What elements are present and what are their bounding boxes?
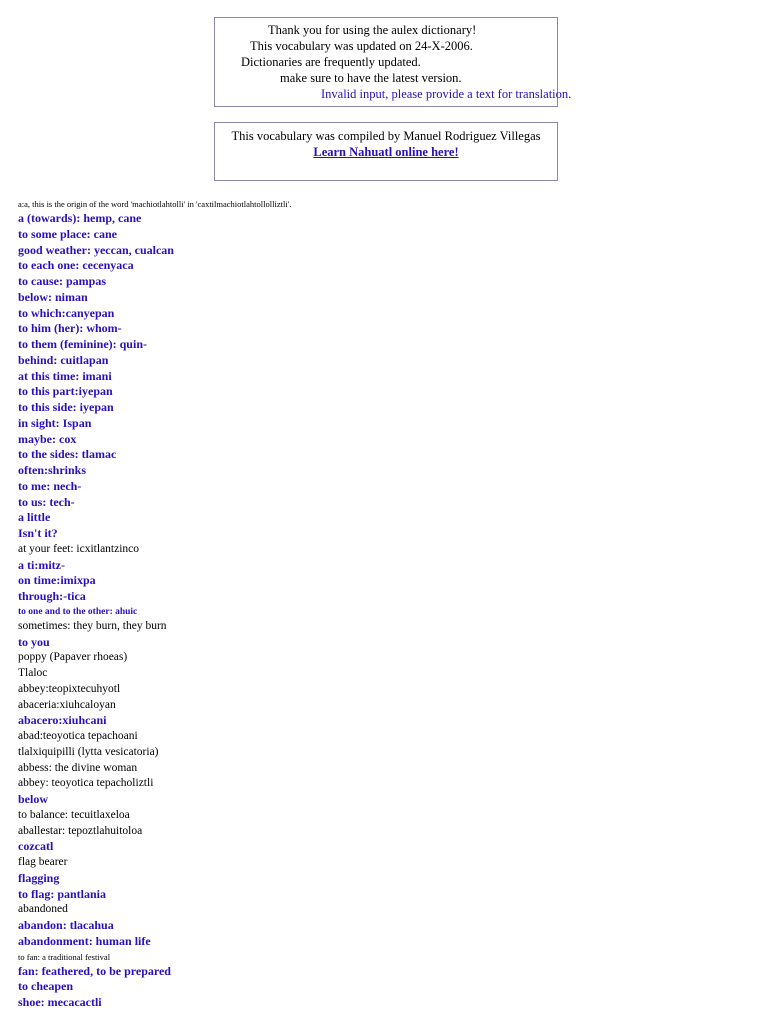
list-item[interactable]: to the sides: tlamac <box>18 447 117 462</box>
list-item: abbey:teopixtecuhyotl <box>18 682 121 695</box>
list-item[interactable]: to them (feminine): quin- <box>18 337 147 351</box>
list-item[interactable]: to one and to the other: ahuic <box>18 606 138 617</box>
list-item: sometimes: they burn, they burn <box>18 619 167 632</box>
updated-line: This vocabulary was updated on 24-X-2006. <box>250 39 473 53</box>
list-item[interactable]: a ti:mitz- <box>18 557 65 572</box>
origin-note: a:a, this is the origin of the word 'machiotlahtolli' in 'caxtilmachiotlahtollolliztli'. <box>18 199 292 209</box>
list-item[interactable]: to flag: pantlania <box>18 886 107 901</box>
frequency-line: Dictionaries are frequently updated. <box>241 55 421 69</box>
list-item: at your feet: icxitlantzinco <box>18 542 140 555</box>
list-item: flag bearer <box>18 856 68 868</box>
list-item[interactable]: good weather: yeccan, cualcan <box>18 242 174 257</box>
list-item[interactable]: abacero:xiuhcani <box>18 713 107 728</box>
list-item[interactable]: below: niman <box>18 289 88 304</box>
list-item[interactable]: on time:imixpa <box>18 573 96 588</box>
list-item: to balance: tecuitlaxeloa <box>18 808 130 821</box>
list-item: abandoned <box>18 903 68 916</box>
list-item: abbess: the divine woman <box>18 761 138 774</box>
list-item[interactable]: below <box>18 792 48 806</box>
list-item: abaceria:xiuhcaloyan <box>18 698 116 711</box>
version-line: make sure to have the latest version. <box>280 71 462 85</box>
list-item[interactable]: to cheapen <box>18 979 73 994</box>
list-item[interactable]: shoe: mecacactli <box>18 995 102 1009</box>
list-item: abad:teoyotica tepachoani <box>18 730 138 742</box>
list-item[interactable]: to which:canyepan <box>18 305 115 320</box>
list-item[interactable]: abandonment: human life <box>18 933 151 948</box>
list-item: poppy (Papaver rhoeas) <box>18 651 128 664</box>
list-item: tlalxiquipilli (lytta vesicatoria) <box>18 745 159 758</box>
list-item[interactable]: to him (her): whom- <box>18 321 122 336</box>
entry-list <box>18 197 758 1011</box>
list-item[interactable]: a little <box>18 510 51 525</box>
list-item[interactable]: to cause: pampas <box>18 274 107 288</box>
list-item: Tlaloc <box>18 667 48 679</box>
list-item[interactable]: Isn't it? <box>18 526 58 540</box>
list-item[interactable]: to me: nech- <box>18 478 82 493</box>
list-item[interactable]: maybe: cox <box>18 431 77 446</box>
credits-box <box>214 122 558 181</box>
list-item[interactable]: at this time: imani <box>18 368 112 383</box>
list-item[interactable]: to this part:iyepan <box>18 384 113 399</box>
list-item[interactable]: to each one: cecenyaca <box>18 258 134 273</box>
list-item[interactable]: through:-tica <box>18 589 86 603</box>
list-item[interactable]: flagging <box>18 870 60 885</box>
error-message: Invalid input, please provide a text for translation. <box>321 87 572 101</box>
compiler-credit: This vocabulary was compiled by Manuel Rodriguez Villegas <box>231 129 541 143</box>
list-item[interactable]: a (towards): hemp, cane <box>18 211 142 225</box>
list-item[interactable]: in sight: Ispan <box>18 415 92 430</box>
list-item[interactable]: cozcatl <box>18 839 54 854</box>
list-item: abbey: teoyotica tepacholiztli <box>18 777 154 790</box>
list-item[interactable]: often:shrinks <box>18 463 87 477</box>
thanks-line: Thank you for using the aulex dictionary! <box>268 23 477 37</box>
list-item[interactable]: to you <box>18 634 50 649</box>
greeting-box <box>214 17 572 107</box>
list-item: aballestar: tepoztlahuitoloa <box>18 824 143 837</box>
list-item[interactable]: to us: tech- <box>18 494 75 509</box>
list-item[interactable]: abandon: tlacahua <box>18 918 114 932</box>
learn-nahuatl-link[interactable]: Learn Nahuatl online here! <box>313 145 459 159</box>
list-item[interactable]: behind: cuitlapan <box>18 352 109 367</box>
list-item[interactable]: to this side: iyepan <box>18 400 114 414</box>
list-item[interactable]: fan: feathered, to be prepared <box>18 963 171 978</box>
list-item: to fan: a traditional festival <box>18 951 111 962</box>
list-item[interactable]: to some place: cane <box>18 226 117 241</box>
